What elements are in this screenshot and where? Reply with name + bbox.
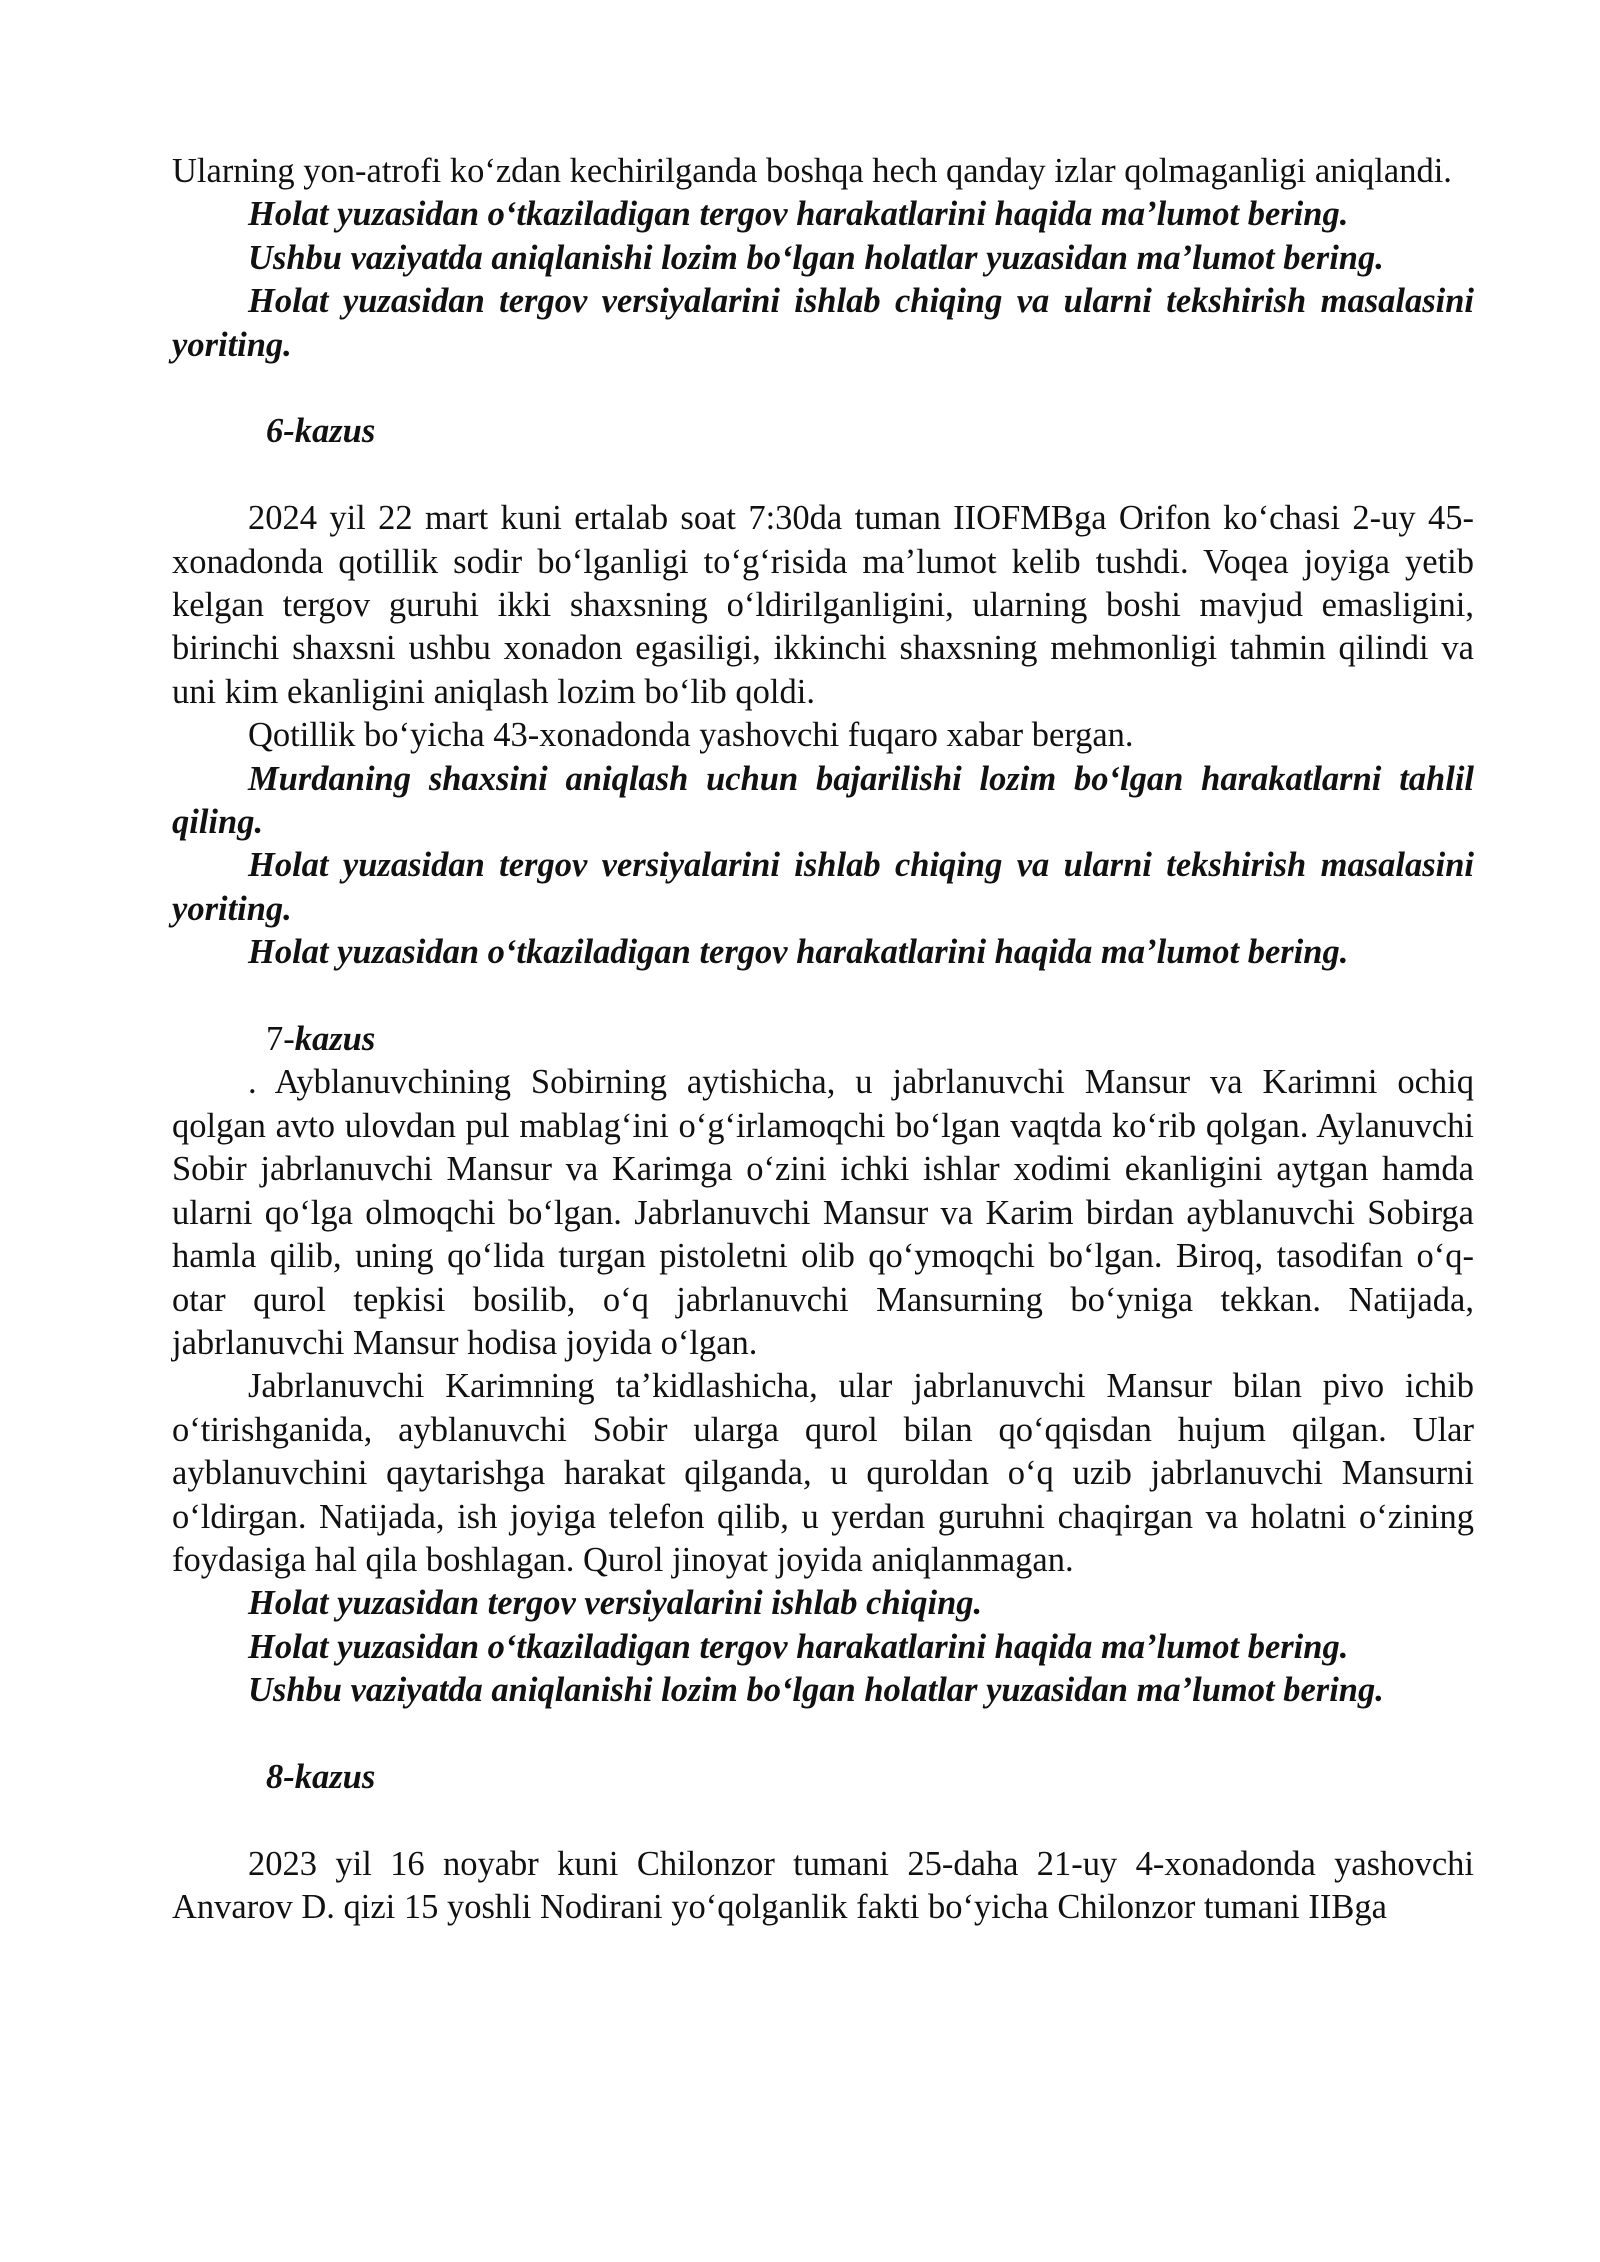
intro-task-3: Holat yuzasidan tergov versiyalarini ishlab chiqing va ularni tekshirish masalasini yoriting.: [172, 282, 1474, 364]
case7-paragraph-1: . Ayblanuvchining Sobirning aytishicha, u jabrlanuvchi Mansur va Karimni ochiq qolgan avto ulovdan pul mablagʻini oʻgʻirlamoqchi boʻlgan vaqtda koʻrib qolgan. Aylanuvchi Sobir jabrlanuvchi Mansur va Karimga oʻzini ichki ishlar xodimi ekanligini aytgan hamda ularni qoʻlga olmoqchi boʻlgan. Jabrlanuvchi Mansur va Karim birdan ayblanuvchi Sobirga hamla qilib, uning qoʻlida turgan pistoletni olib qoʻymoqchi boʻlgan. Biroq, tasodifan oʻq-otar qurol tepkisi bosilib, oʻq jabrlanuvchi Mansurning boʻyniga tekkan. Natijada, jabrlanuvchi Mansur hodisa joyida oʻlgan.: [172, 1063, 1474, 1362]
case7-heading: [172, 1018, 1474, 1061]
intro-paragraph: Ularning yon-atrofi koʻzdan kechirilganda boshqa hech qanday izlar qolmaganligi aniqlandi.: [172, 152, 1452, 190]
case8-heading: 8-kazus: [266, 1757, 376, 1796]
spacer: [172, 454, 1474, 497]
case7-paragraph-2: Jabrlanuvchi Karimning taʼkidlashicha, ular jabrlanuvchi Mansur bilan pivo ichib oʻtirishganida, ayblanuvchi Sobir ularga qurol bilan qoʻqqisdan hujum qilgan. Ular ayblanuvchini qaytarishga harakat qilganda, u quroldan oʻq uzib jabrlanuvchi Mansurni oʻldirgan. Natijada, ish joyiga telefon qilib, u yerdan guruhni chaqirgan va holatni oʻzining foydasiga hal qila boshlagan. Qurol jinoyat joyida aniqlanmagan.: [172, 1367, 1474, 1579]
spacer: [172, 1713, 1474, 1756]
case7-heading-number: 7-: [266, 1020, 295, 1059]
document-body: [172, 150, 1474, 1930]
case7-heading-word: kazus: [294, 1020, 376, 1059]
case7-task-1: Holat yuzasidan tergov versiyalarini ishlab chiqing.: [248, 1584, 983, 1623]
case6-heading: 6-kazus: [266, 412, 376, 451]
case7-task-3: Ushbu vaziyatda aniqlanishi lozim boʻlgan holatlar yuzasidan maʼlumot bering.: [248, 1671, 1384, 1710]
case6-task-2: Holat yuzasidan tergov versiyalarini ishlab chiqing va ularni tekshirish masalasini yoriting.: [172, 846, 1474, 928]
spacer: [172, 975, 1474, 1018]
spacer: [172, 1799, 1474, 1842]
case7-task-2: Holat yuzasidan oʻtkaziladigan tergov harakatlarini haqida maʼlumot bering.: [248, 1627, 1349, 1666]
case6-paragraph-1: 2024 yil 22 mart kuni ertalab soat 7:30da tuman IIOFMBga Orifon koʻchasi 2-uy 45-xonadonda qotillik sodir boʻlganligi toʻgʻrisida maʼlumot kelib tushdi. Voqea joyiga yetib kelgan tergov guruhi ikki shaxsning oʻldirilganligini, ularning boshi mavjud emasligini, birinchi shaxsni ushbu xonadon egasiligi, ikkinchi shaxsning mehmonligi tahmin qilindi va uni kim ekanligini aniqlash lozim boʻlib qoldi.: [172, 499, 1474, 711]
case6-paragraph-2: Qotillik boʻyicha 43-xonadonda yashovchi fuqaro xabar bergan.: [248, 716, 1134, 755]
case8-paragraph-1: 2023 yil 16 noyabr kuni Chilonzor tumani 25-daha 21-uy 4-xonadonda yashovchi Anvarov D. qizi 15 yoshli Nodirani yoʻqolganlik fakti boʻyicha Chilonzor tumani IIBga: [172, 1844, 1474, 1927]
intro-task-2: Ushbu vaziyatda aniqlanishi lozim boʻlgan holatlar yuzasidan maʼlumot bering.: [248, 238, 1384, 277]
intro-task-1: Holat yuzasidan oʻtkaziladigan tergov harakatlarini haqida maʼlumot bering.: [248, 195, 1349, 234]
case6-task-3: Holat yuzasidan oʻtkaziladigan tergov harakatlarini haqida maʼlumot bering.: [248, 933, 1349, 972]
case6-task-1: Murdaning shaxsini aniqlash uchun bajarilishi lozim boʻlgan harakatlarni tahlil qiling.: [172, 759, 1474, 842]
spacer: [172, 367, 1474, 410]
